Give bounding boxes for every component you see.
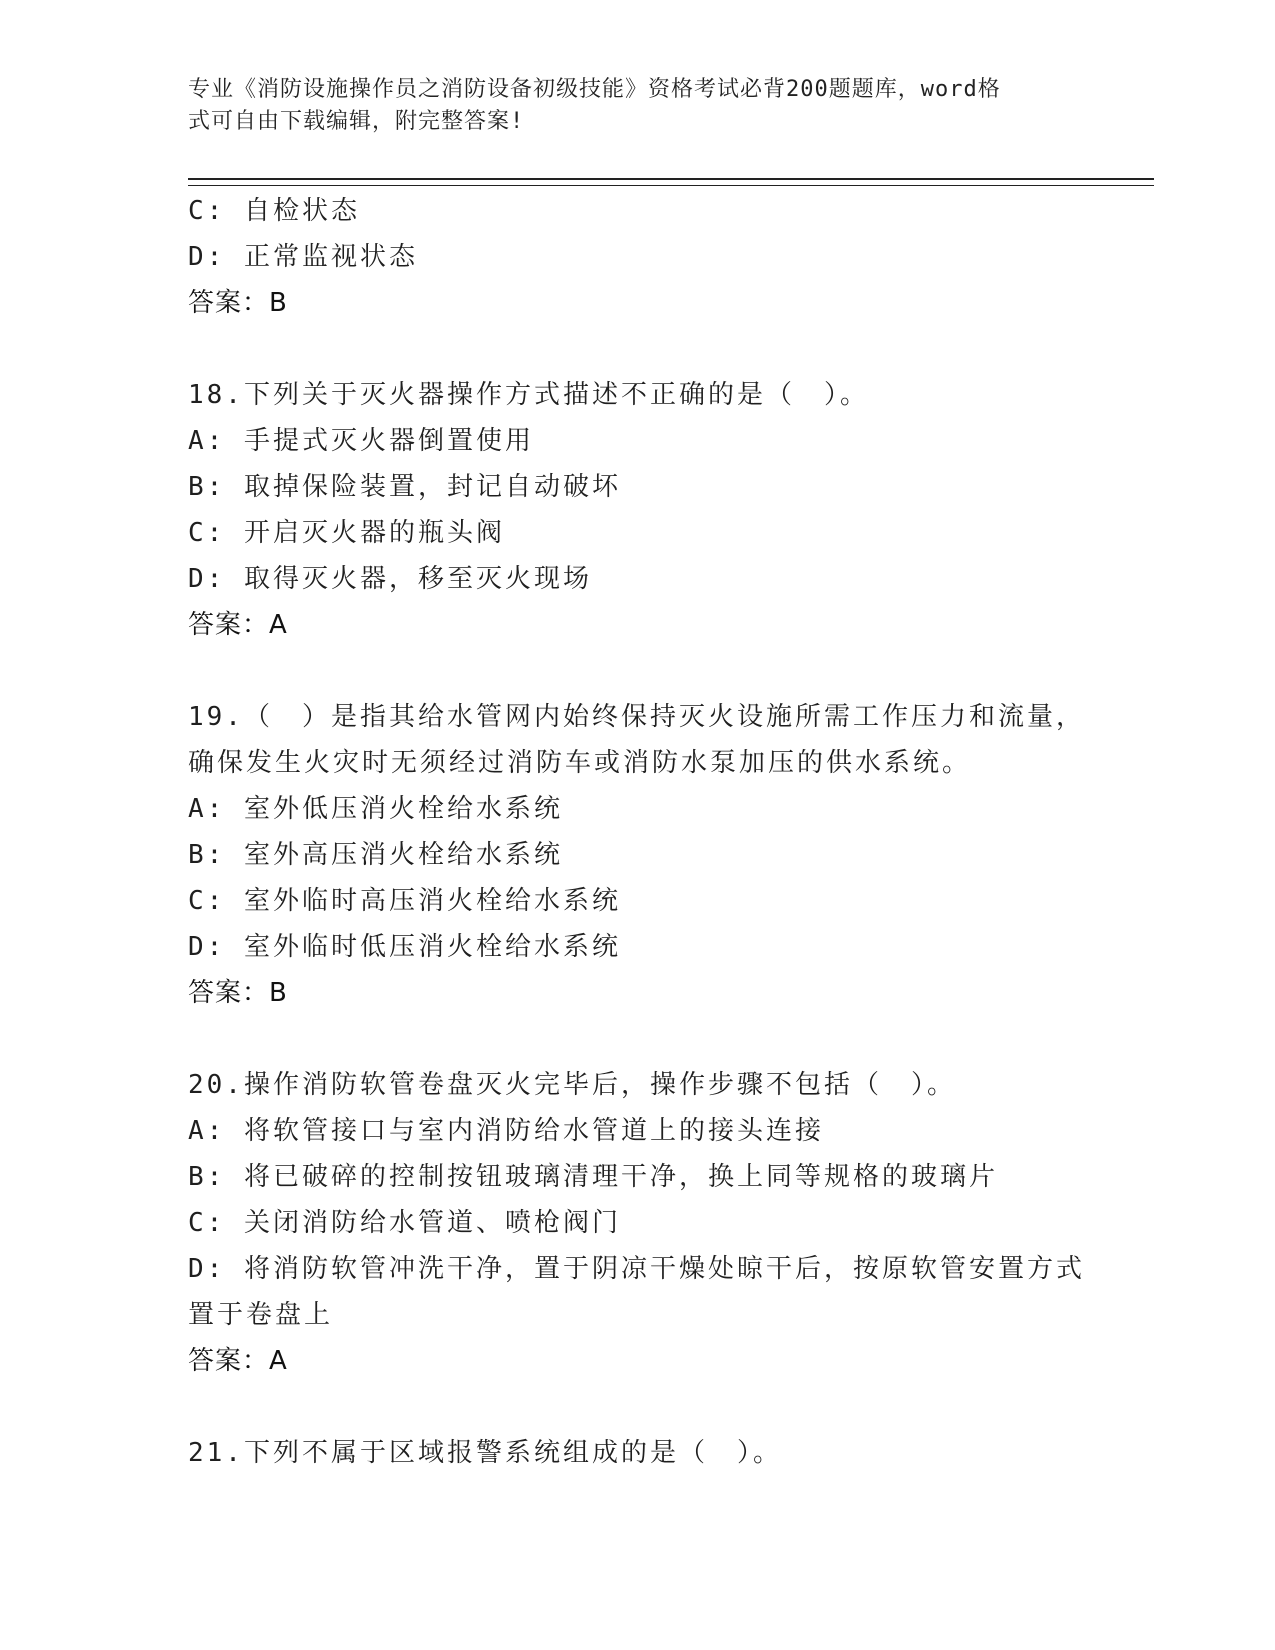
page-header <box>188 74 1068 138</box>
option-a: A: 将软管接口与室内消防给水管道上的接头连接 <box>188 1116 824 1146</box>
question-stem-line-2: 确保发生火灾时无须经过消防车或消防水泵加压的供水系统。 <box>188 748 972 778</box>
spacer <box>188 1384 1088 1430</box>
option-d: D: 取得灭火器，移至灭火现场 <box>188 564 592 594</box>
previous-question-tail <box>188 188 1088 326</box>
spacer <box>188 648 1088 694</box>
question-19 <box>188 694 1088 1016</box>
option-d: D: 正常监视状态 <box>188 242 418 272</box>
option-c: C: 关闭消防给水管道、喷枪阀门 <box>188 1208 621 1238</box>
question-stem-line-1: 19.（ ）是指其给水管网内始终保持灭火设施所需工作压力和流量， <box>188 702 1085 732</box>
spacer <box>188 1016 1088 1062</box>
question-content <box>188 188 1088 1476</box>
answer-line: 答案：A <box>188 1346 288 1376</box>
option-d-line-1: D: 将消防软管冲洗干净，置于阴凉干燥处晾干后，按原软管安置方式 <box>188 1254 1085 1284</box>
header-line-2: 式可自由下载编辑，附完整答案! <box>188 109 525 134</box>
question-stem: 20.操作消防软管卷盘灭火完毕后，操作步骤不包括（ ）。 <box>188 1070 956 1100</box>
option-b: B: 将已破碎的控制按钮玻璃清理干净，换上同等规格的玻璃片 <box>188 1162 998 1192</box>
question-20 <box>188 1062 1088 1384</box>
header-line-1: 专业《消防设施操作员之消防设备初级技能》资格考试必背200题题库，word格 <box>188 77 1001 102</box>
option-a: A: 室外低压消火栓给水系统 <box>188 794 563 824</box>
option-b: B: 取掉保险装置，封记自动破坏 <box>188 472 621 502</box>
header-divider <box>188 178 1154 186</box>
answer-line: 答案：B <box>188 288 288 318</box>
question-stem: 18.下列关于灭火器操作方式描述不正确的是（ ）。 <box>188 380 869 410</box>
option-d: D: 室外临时低压消火栓给水系统 <box>188 932 621 962</box>
option-b: B: 室外高压消火栓给水系统 <box>188 840 563 870</box>
option-a: A: 手提式灭火器倒置使用 <box>188 426 534 456</box>
option-c: C: 室外临时高压消火栓给水系统 <box>188 886 621 916</box>
answer-line: 答案：A <box>188 610 288 640</box>
question-21 <box>188 1430 1088 1476</box>
spacer <box>188 326 1088 372</box>
answer-line: 答案：B <box>188 978 288 1008</box>
option-c: C: 自检状态 <box>188 196 360 226</box>
question-18 <box>188 372 1088 648</box>
option-c: C: 开启灭火器的瓶头阀 <box>188 518 505 548</box>
option-d-line-2: 置于卷盘上 <box>188 1300 334 1330</box>
question-stem: 21.下列不属于区域报警系统组成的是（ ）。 <box>188 1438 782 1468</box>
